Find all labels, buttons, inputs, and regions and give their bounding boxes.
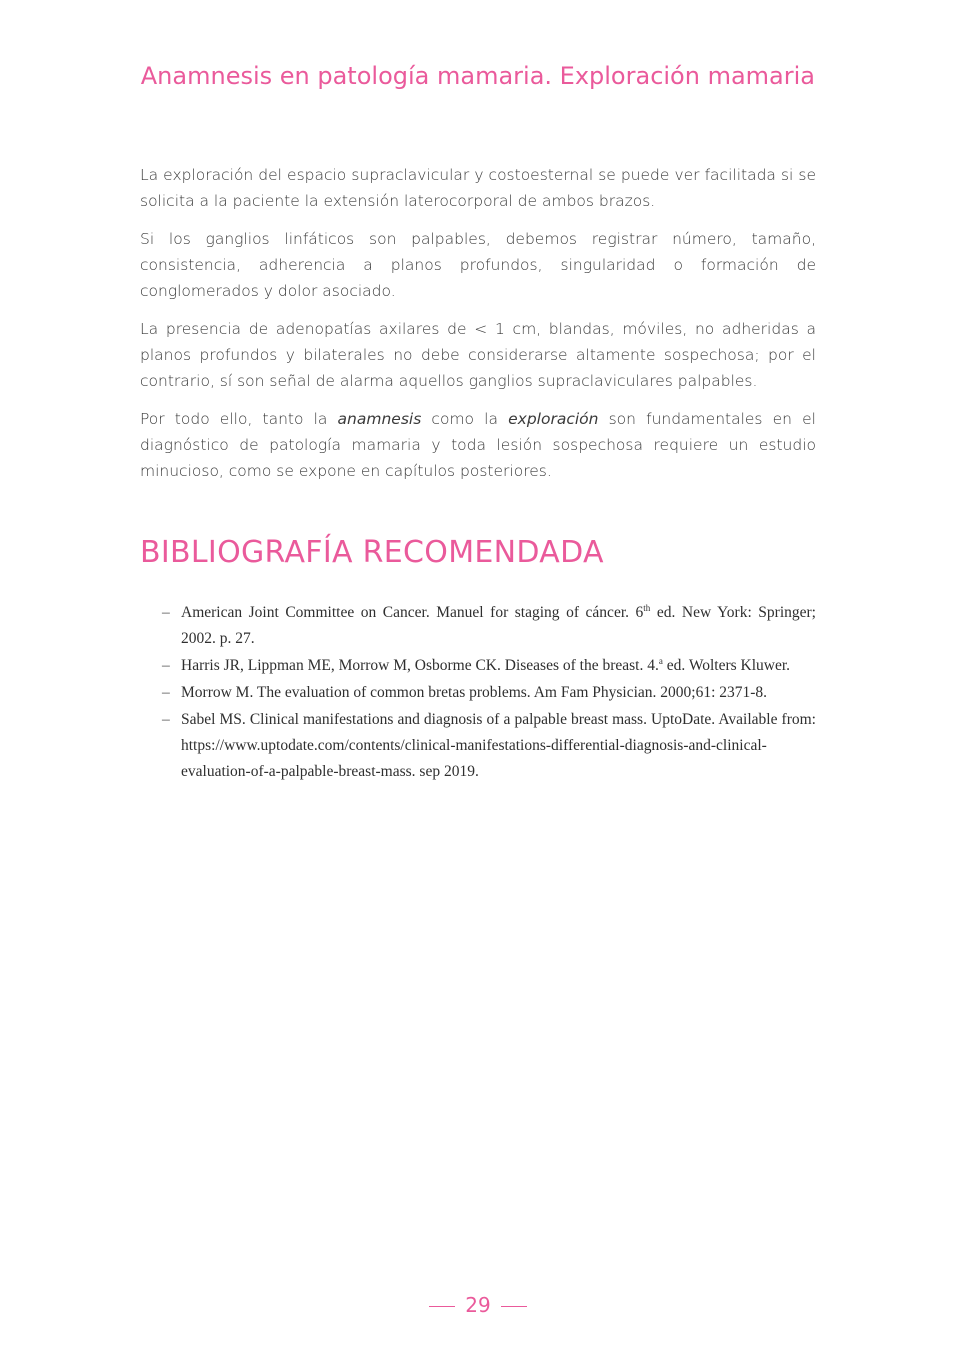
paragraph-4-part-2: como la xyxy=(421,410,509,428)
bibliography-heading: BIBLIOGRAFÍA RECOMENDADA xyxy=(140,535,604,570)
paragraph-4-part-1: Por todo ello, tanto la xyxy=(140,410,338,428)
emphasis-anamnesis: anamnesis xyxy=(337,410,422,428)
reference-2-text-end: ed. Wolters Kluwer. xyxy=(662,657,791,674)
list-dash: – xyxy=(162,684,170,701)
reference-1-text: American Joint Committee on Cancer. Manuel for staging of cáncer. 6 xyxy=(181,604,644,621)
reference-item xyxy=(158,600,816,652)
list-dash: – xyxy=(162,604,170,621)
running-header-title: Anamnesis en patología mamaria. Exploración mamaria xyxy=(140,62,815,90)
reference-2-text: Harris JR, Lippman ME, Morrow M, Osborme CK. Diseases of the breast. 4. xyxy=(181,657,659,674)
paragraph-2: Si los ganglios linfáticos son palpables, debemos registrar número, tamaño, consistencia, adherencia a planos profundos, singularidad o formación de conglomerados y dolor asociado. xyxy=(140,230,816,300)
page-number: 29 xyxy=(465,1293,491,1317)
reference-1-text-end: ed. New York: Springer; 2002. p. 27. xyxy=(181,604,816,647)
reference-item xyxy=(158,707,816,785)
footer-rule-right xyxy=(501,1306,527,1308)
reference-4-text: Sabel MS. Clinical manifestations and diagnosis of a palpable breast mass. UptoDate. Available from: https://www.uptodate.com/contents/clinical-manifestations-differential-diagnosis-and-clinical-evaluation-of-a-palpable-breast-mass. sep 2019. xyxy=(181,711,816,780)
list-dash: – xyxy=(162,711,170,728)
reference-3-text: Morrow M. The evaluation of common bretas problems. Am Fam Physician. 2000;61: 2371-8. xyxy=(181,684,768,701)
reference-2-superscript: a xyxy=(658,655,663,666)
bibliography-list xyxy=(158,600,816,786)
reference-1-superscript: th xyxy=(643,602,651,613)
reference-item xyxy=(158,680,816,706)
paragraph-4 xyxy=(140,406,816,484)
paragraph-4-part-3: son fundamentales en el diagnóstico de patología mamaria y toda lesión sospechosa requiere un estudio minucioso, como se expone en capítulos posteriores. xyxy=(140,410,816,480)
paragraph-1: La exploración del espacio supraclavicular y costoesternal se puede ver facilitada si se solicita a la paciente la extensión laterocorporal de ambos brazos. xyxy=(140,166,816,210)
emphasis-exploracion: exploración xyxy=(508,410,599,428)
body-text xyxy=(140,162,816,496)
paragraph-3: La presencia de adenopatías axilares de < 1 cm, blandas, móviles, no adheridas a planos profundos y bilaterales no debe considerarse altamente sospechosa; por el contrario, sí son señal de alarma aquellos ganglios supraclaviculares palpables. xyxy=(140,320,816,390)
reference-item xyxy=(158,653,816,679)
list-dash: – xyxy=(162,657,170,674)
footer-rule-left xyxy=(429,1306,455,1308)
page-number-footer xyxy=(0,1293,956,1317)
